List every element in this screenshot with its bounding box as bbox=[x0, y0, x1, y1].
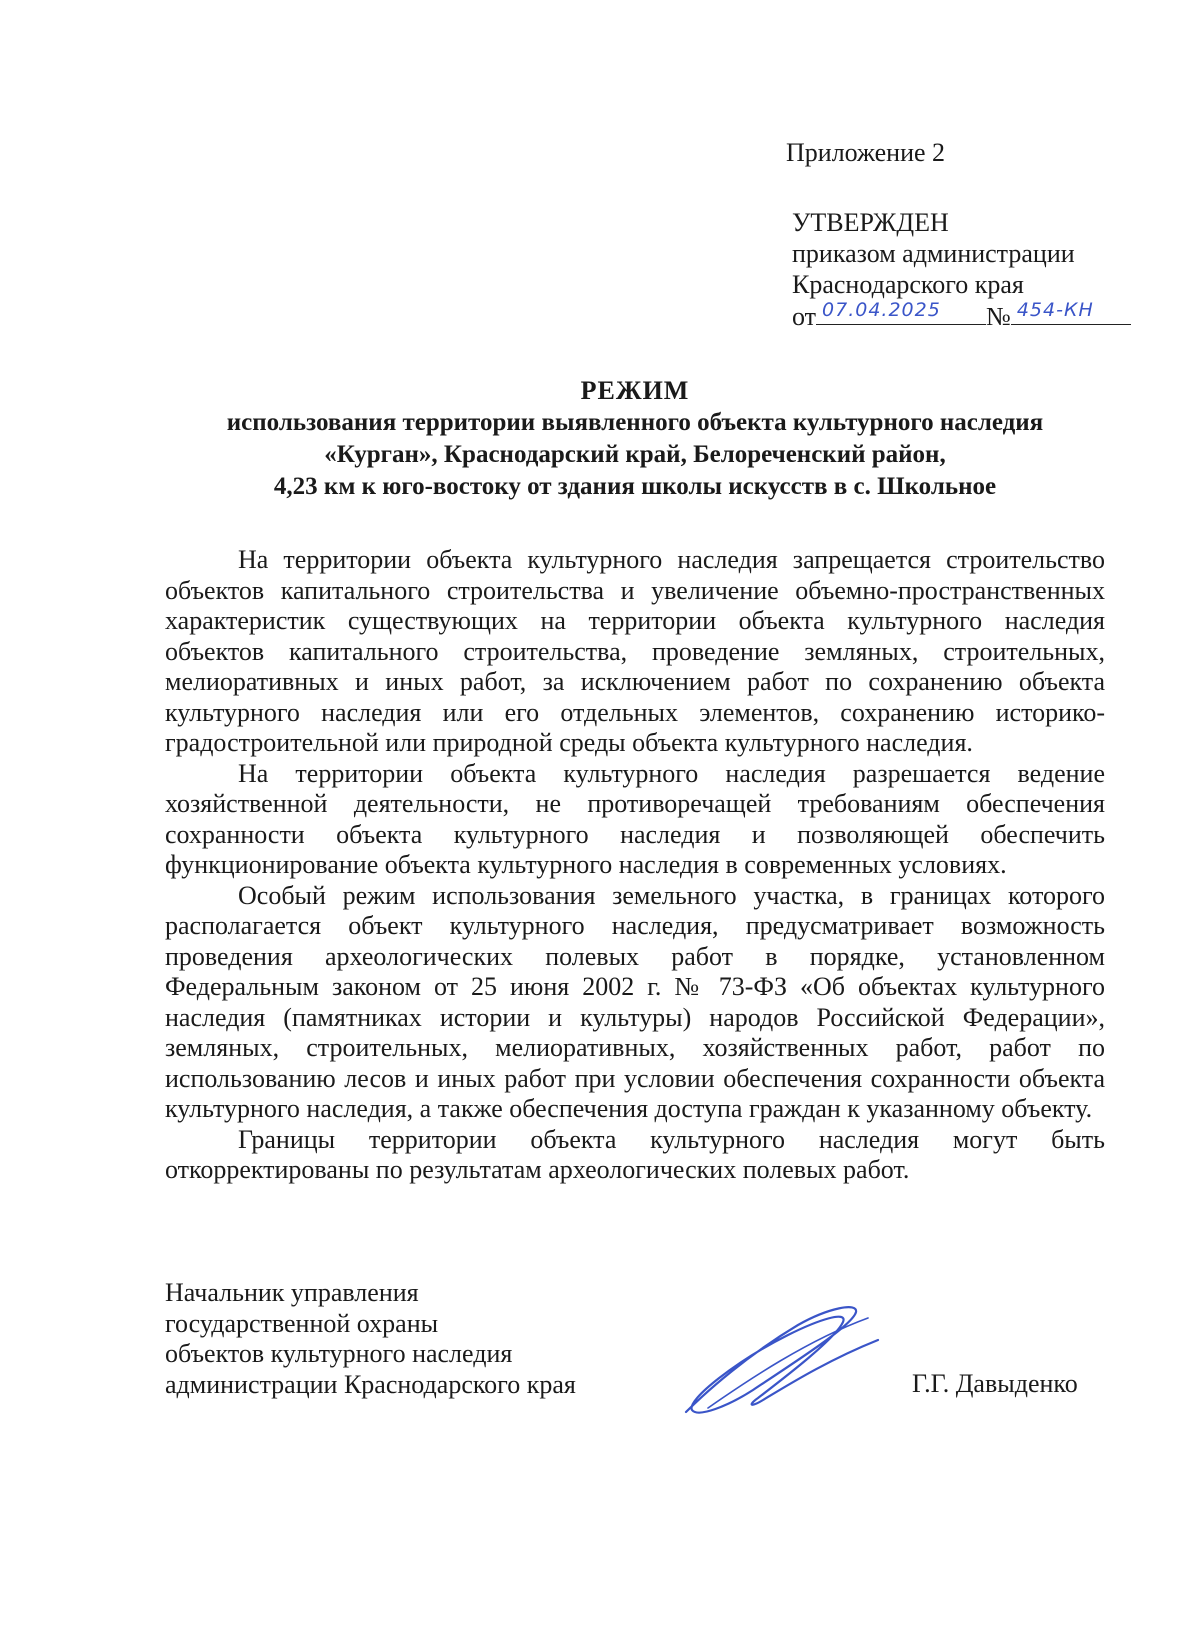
signatory-line-3: объектов культурного наследия bbox=[165, 1339, 513, 1368]
approval-stamp bbox=[792, 207, 1131, 332]
paragraph-prohibitions: На территории объекта культурного наследия запрещается строительство объектов капитального строительства и увеличение объемно-пространственных характеристик существующих на территории объекта культурного наследия объектов капитального строительства, проведение земляных, строительных, мелиоративных и иных работ, за исключением работ по сохранению объекта культурного наследия или его отдельных элементов, сохранению историко-градостроительной или природной среды объекта культурного наследия. bbox=[165, 545, 1105, 757]
page-title: РЕЖИМ bbox=[580, 376, 690, 405]
signatory-line-2: государственной охраны bbox=[165, 1308, 439, 1338]
signatory-position bbox=[165, 1278, 576, 1400]
paragraph-permissions: На территории объекта культурного наследия разрешается ведение хозяйственной деятельности, не противоречащей требованиям обеспечения сохранности объекта культурного наследия и позволяющей обеспечить функционирование объекта культурного наследия в современных условиях. bbox=[165, 758, 1105, 879]
from-label: от bbox=[792, 302, 817, 331]
signatory-line-4: администрации Краснодарского края bbox=[165, 1369, 576, 1399]
heading-line-3: 4,23 км к юго-востоку от здания школы искусств в с. Школьное bbox=[273, 473, 997, 500]
approval-title: УТВЕРЖДЕН bbox=[792, 208, 949, 237]
order-date-number-line bbox=[792, 300, 1131, 332]
document-heading bbox=[160, 375, 1110, 503]
handwritten-signature bbox=[678, 1300, 888, 1420]
paragraph-special-regime: Особый режим использования земельного участка, в границах которого располагается объект культурного наследия, предусматривает возможность проведения археологических полевых работ в порядке, установленном Федеральным законом от 25 июня 2002 г. № 73-ФЗ «Об объектах культурного наследия (памятниках истории и культуры) народов Российской Федерации», земляных, строительных, мелиоративных, хозяйственных работ, работ по использованию лесов и иных работ при условии обеспечения сохранности объекта культурного наследия, а также обеспечения доступа граждан к указанному объекту. bbox=[165, 880, 1105, 1123]
approval-line-1: приказом администрации bbox=[792, 239, 1075, 268]
heading-line-2: «Курган», Краснодарский край, Белореченский район, bbox=[324, 441, 946, 468]
approval-line-2: Краснодарского края bbox=[792, 270, 1024, 299]
signatory-line-1: Начальник управления bbox=[165, 1278, 419, 1307]
document-body bbox=[165, 545, 1105, 1186]
signer-name: Г.Г. Давыденко bbox=[912, 1369, 1078, 1398]
number-blank bbox=[1011, 300, 1131, 325]
handwritten-number: 454-КН bbox=[1016, 299, 1094, 321]
heading-line-1: использования территории выявленного объекта культурного наследия bbox=[226, 409, 1044, 436]
number-label: № bbox=[986, 302, 1011, 331]
handwritten-date: 07.04.2025 bbox=[822, 299, 941, 321]
date-blank bbox=[816, 300, 986, 325]
paragraph-boundaries: Границы территории объекта культурного наследия могут быть откорректированы по результатам археологических полевых работ. bbox=[165, 1124, 1105, 1184]
appendix-label: Приложение 2 bbox=[786, 138, 946, 167]
